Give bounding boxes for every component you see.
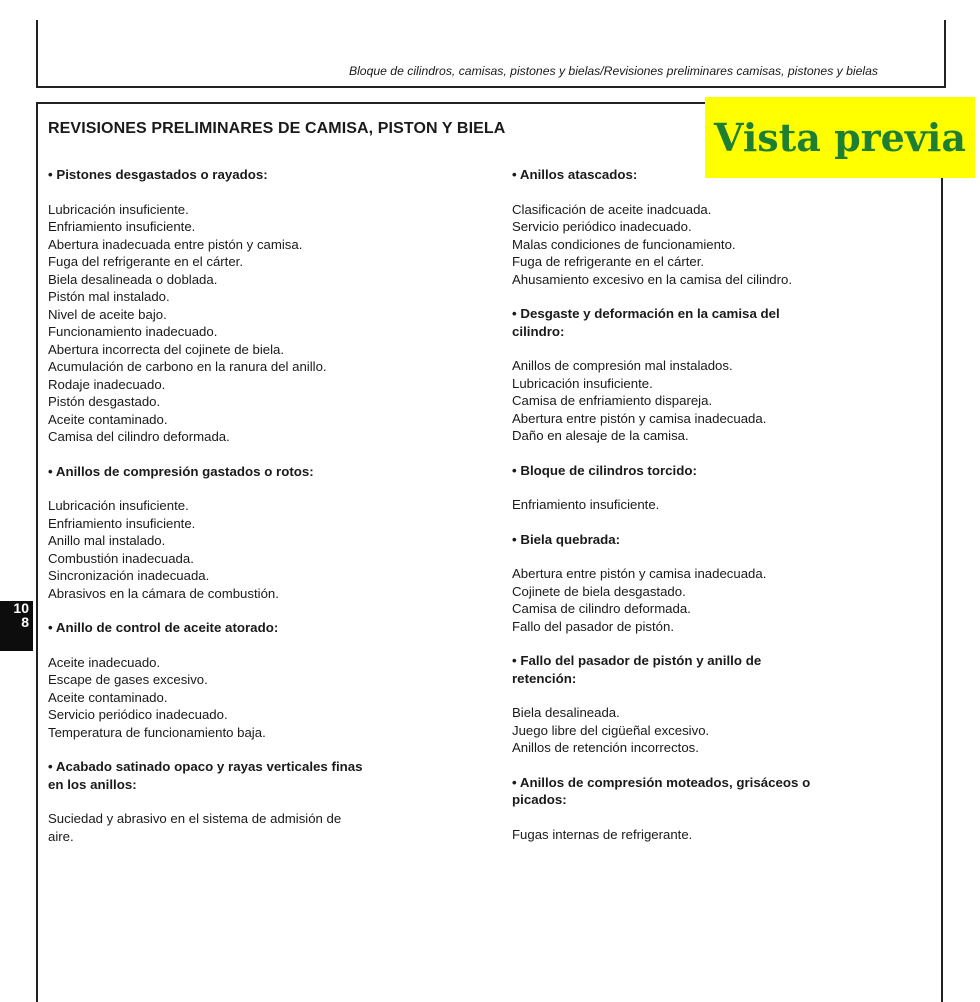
section-biela-quebrada bbox=[512, 531, 952, 636]
list-item: Fuga de refrigerante en el cárter. bbox=[512, 254, 705, 269]
section-heading: • Anillos atascados: bbox=[512, 167, 638, 182]
section-anillos-atascados bbox=[512, 166, 952, 288]
page-title: REVISIONES PRELIMINARES DE CAMISA, PISTON Y BIELA bbox=[48, 120, 506, 137]
list-item: Sincronización inadecuada. bbox=[48, 568, 210, 583]
section-body bbox=[48, 497, 488, 602]
section-heading-line: picados: bbox=[512, 792, 567, 807]
section-heading bbox=[48, 758, 488, 793]
section-body bbox=[512, 496, 952, 514]
section-body bbox=[512, 201, 952, 289]
list-item: Anillo mal instalado. bbox=[48, 533, 166, 548]
list-item: Ahusamiento excesivo en la camisa del cilindro. bbox=[512, 271, 793, 287]
section-anillos-de-compresion-gastados-o-rotos bbox=[48, 463, 488, 603]
list-item: aire. bbox=[48, 828, 74, 844]
list-item: Funcionamiento inadecuado. bbox=[48, 324, 218, 339]
list-item: Servicio periódico inadecuado. bbox=[48, 707, 228, 722]
preview-badge: Vista previa bbox=[705, 97, 975, 178]
header-rule-right bbox=[944, 20, 946, 88]
section-heading bbox=[512, 774, 952, 809]
section-heading-line: en los anillos: bbox=[48, 776, 137, 792]
list-item: Daño en alesaje de la camisa. bbox=[512, 428, 689, 443]
list-item: Enfriamiento insuficiente. bbox=[512, 497, 660, 512]
list-item: Nivel de aceite bajo. bbox=[48, 306, 167, 322]
list-item: Pistón mal instalado. bbox=[48, 289, 170, 304]
right-column bbox=[512, 166, 952, 843]
list-item: Camisa del cilindro deformada. bbox=[48, 429, 230, 444]
list-item: Fugas internas de refrigerante. bbox=[512, 826, 693, 842]
section-heading bbox=[512, 305, 952, 340]
section-body bbox=[512, 826, 952, 844]
list-item: Camisa de cilindro deformada. bbox=[512, 601, 691, 616]
section-bloque-de-cilindros-torcido bbox=[512, 462, 952, 514]
section-acabado-satinado-opaco-y-rayas-verticale bbox=[48, 758, 488, 845]
list-item: Abertura incorrecta del cojinete de biela. bbox=[48, 341, 285, 357]
list-item: Camisa de enfriamiento dispareja. bbox=[512, 393, 713, 408]
section-heading-line: retención: bbox=[512, 670, 577, 686]
section-desgaste-y-deformacion-en-la-camisa-del- bbox=[512, 305, 952, 445]
running-head: Bloque de cilindros, camisas, pistones y bielas/Revisiones preliminares camisas, pistones y bielas bbox=[348, 64, 878, 78]
list-item: Aceite contaminado. bbox=[48, 411, 168, 427]
section-pistones-desgastados-o-rayados bbox=[48, 166, 488, 446]
section-body bbox=[512, 565, 952, 635]
section-body bbox=[512, 357, 952, 445]
list-item: Cojinete de biela desgastado. bbox=[512, 583, 686, 599]
list-item: Temperatura de funcionamiento baja. bbox=[48, 724, 266, 740]
list-item: Anillos de compresión mal instalados. bbox=[512, 358, 733, 373]
header-rule-left bbox=[36, 20, 38, 88]
list-item: Aceite inadecuado. bbox=[48, 654, 161, 670]
list-item: Abrasivos en la cámara de combustión. bbox=[48, 585, 279, 601]
list-item: Abertura entre pistón y camisa inadecuada. bbox=[512, 566, 767, 581]
list-item: Pistón desgastado. bbox=[48, 394, 161, 409]
list-item: Malas condiciones de funcionamiento. bbox=[512, 236, 736, 252]
section-fallo-del-pasador-de-piston-y-anillo-de- bbox=[512, 652, 952, 757]
list-item: Anillos de retención incorrectos. bbox=[512, 740, 699, 755]
list-item: Abertura entre pistón y camisa inadecuada. bbox=[512, 410, 767, 426]
list-item: Lubricación insuficiente. bbox=[48, 498, 189, 513]
list-item: Biela desalineada o doblada. bbox=[48, 271, 218, 287]
section-body bbox=[512, 704, 952, 757]
list-item: Fallo del pasador de pistón. bbox=[512, 618, 675, 634]
list-item: Lubricación insuficiente. bbox=[512, 375, 653, 391]
list-item: Rodaje inadecuado. bbox=[48, 376, 166, 392]
list-item: Fuga del refrigerante en el cárter. bbox=[48, 254, 243, 269]
list-item: Escape de gases excesivo. bbox=[48, 672, 208, 687]
section-heading: • Bloque de cilindros torcido: bbox=[512, 462, 697, 478]
header-rule-bottom bbox=[36, 86, 946, 88]
section-heading bbox=[512, 652, 952, 687]
list-item: Enfriamiento insuficiente. bbox=[48, 219, 196, 234]
section-heading-line: cilindro: bbox=[512, 323, 565, 339]
section-tab-line2: 8 bbox=[21, 614, 29, 630]
list-item: Lubricación insuficiente. bbox=[48, 201, 189, 217]
section-heading: • Pistones desgastados o rayados: bbox=[48, 167, 268, 182]
section-heading: • Anillos de compresión gastados o rotos: bbox=[48, 463, 314, 479]
section-heading-line: • Anillos de compresión moteados, grisáceos o bbox=[512, 774, 811, 790]
list-item: Juego libre del cigüeñal excesivo. bbox=[512, 722, 710, 738]
list-item: Clasificación de aceite inadcuada. bbox=[512, 201, 712, 217]
section-heading-line: • Acabado satinado opaco y rayas verticales finas bbox=[48, 759, 363, 774]
list-item: Combustión inadecuada. bbox=[48, 550, 194, 566]
list-item: Suciedad y abrasivo en el sistema de admisión de bbox=[48, 811, 342, 826]
section-heading-line: • Desgaste y deformación en la camisa del bbox=[512, 306, 780, 321]
section-heading: • Anillo de control de aceite atorado: bbox=[48, 620, 279, 635]
list-item: Biela desalineada. bbox=[512, 705, 620, 720]
list-item: Acumulación de carbono en la ranura del anillo. bbox=[48, 359, 327, 374]
section-tab-line1: 10 bbox=[13, 600, 29, 616]
section-heading-line: • Fallo del pasador de pistón y anillo de bbox=[512, 653, 762, 668]
list-item: Servicio periódico inadecuado. bbox=[512, 219, 692, 234]
section-heading: • Biela quebrada: bbox=[512, 531, 621, 547]
list-item: Aceite contaminado. bbox=[48, 689, 168, 705]
list-item: Enfriamiento insuficiente. bbox=[48, 515, 196, 531]
section-anillo-de-control-de-aceite-atorado bbox=[48, 619, 488, 741]
section-anillos-de-compresion-moteados-grisaceos bbox=[512, 774, 952, 844]
section-body bbox=[48, 201, 488, 446]
section-body bbox=[48, 810, 488, 845]
section-tab bbox=[0, 601, 33, 651]
section-body bbox=[48, 654, 488, 742]
list-item: Abertura inadecuada entre pistón y camisa. bbox=[48, 236, 303, 252]
left-column bbox=[48, 166, 488, 845]
